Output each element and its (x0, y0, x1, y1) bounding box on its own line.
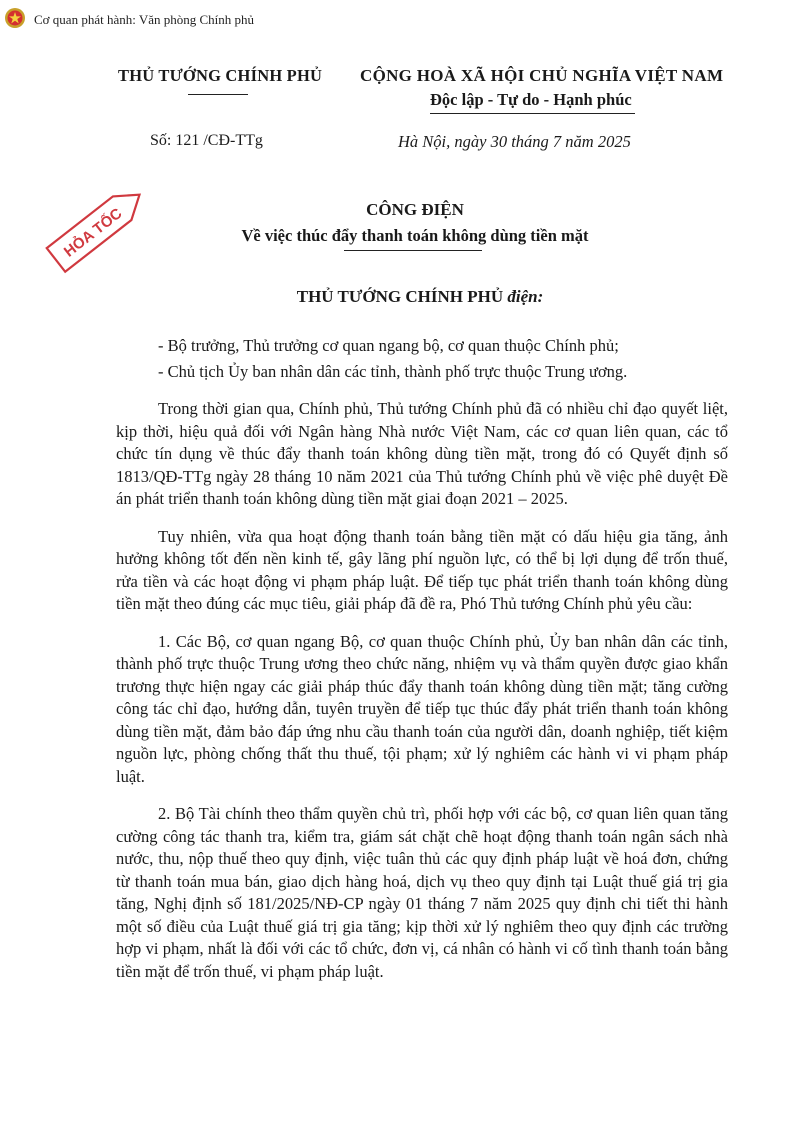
dispatch-heading-sender: THỦ TƯỚNG CHÍNH PHỦ (296, 287, 504, 306)
body-paragraph: Tuy nhiên, vừa qua hoạt động thanh toán bằng tiền mặt có dấu hiệu gia tăng, ảnh hưởng không tốt đến nền kinh tế, gây lãng phí nguồn lực, có thể bị lợi dụng để trốn thuế, rửa tiền và các hoạt động vi phạm pháp luật. Để tiếp tục phát triển thanh toán không dùng tiền mặt theo đúng các mục tiêu, giải pháp đã đề ra, Phó Thủ tướng Chính phủ yêu cầu: (116, 526, 728, 613)
document-dateline: Hà Nội, ngày 30 tháng 7 năm 2025 (398, 132, 631, 151)
body-paragraph: Trong thời gian qua, Chính phủ, Thủ tướng Chính phủ đã có nhiều chỉ đạo quyết liệt, kịp thời, hiệu quả đối với Ngân hàng Nhà nước Việt Nam, các cơ quan liên quan, các tổ chức tín dụng về thúc đẩy thanh toán không dùng tiền mặt, trong đó có Quyết định số 1813/QĐ-TTg ngày 28 tháng 10 năm 2021 của Thủ tướng Chính phủ về việc phê duyệt Đề án phát triển thanh toán không dùng tiền mặt giai đoạn 2021 – 2025. (116, 399, 728, 508)
motto-divider (430, 113, 635, 114)
document-title: CÔNG ĐIỆN (366, 200, 464, 219)
dispatch-heading-verb: điện: (507, 287, 544, 306)
national-emblem-icon (4, 7, 26, 29)
issuer-divider (188, 94, 248, 95)
document-number: Số: 121 /CĐ-TTg (150, 132, 263, 149)
document-body (116, 398, 728, 998)
issuer-name: THỦ TƯỚNG CHÍNH PHỦ (118, 66, 323, 85)
issuing-agency-label: Cơ quan phát hành: Văn phòng Chính phủ (34, 12, 255, 27)
dispatch-heading (0, 287, 800, 307)
urgent-stamp-text: HỎA TỐC (60, 204, 126, 261)
national-motto: Độc lập - Tự do - Hạnh phúc (430, 90, 632, 109)
body-paragraph: 1. Các Bộ, cơ quan ngang Bộ, cơ quan thuộc Chính phủ, Ủy ban nhân dân các tỉnh, thành phố trực thuộc Trung ương theo chức năng, nhiệm vụ và thẩm quyền được giao khẩn trương thực hiện ngay các giải pháp thúc đẩy thanh toán không dùng tiền mặt; tăng cường công tác chỉ đạo, hướng dẫn, tuyên truyền để tiếp tục thúc đẩy phát triển thanh toán không dùng tiền mặt, đảm bảo đáp ứng nhu cầu thanh toán của người dân, doanh nghiệp, tiết kiệm nguồn lực, phòng chống thất thu thuế, tội phạm; xử lý nghiêm các hành vi vi phạm pháp luật. (116, 631, 728, 786)
recipient-item: - Bộ trưởng, Thủ trưởng cơ quan ngang bộ, cơ quan thuộc Chính phủ; (158, 336, 619, 355)
document-subtitle: Về việc thúc đẩy thanh toán không dùng tiền mặt (241, 226, 589, 245)
subtitle-divider (344, 250, 482, 251)
body-paragraph: 2. Bộ Tài chính theo thẩm quyền chủ trì, phối hợp với các bộ, cơ quan liên quan tăng cường công tác thanh tra, kiểm tra, giám sát chặt chẽ hoạt động thanh toán ngân sách nhà nước, thu, nộp thuế theo quy định, việc tuân thủ các quy định pháp luật về hoá đơn, chứng từ thanh toán mua bán, giao dịch hàng hoá, dịch vụ theo quy định tại Luật thuế giá trị gia tăng, Nghị định số 181/2025/NĐ-CP ngày 01 tháng 7 năm 2025 quy định chi tiết thi hành một số điều của Luật thuế giá trị gia tăng; kịp thời xử lý nghiêm theo quy định các trường hợp vi phạm, nhất là đối với các tổ chức, đơn vị, cá nhân có hành vi cố tình thanh toán bằng tiền mặt để trốn thuế, vi phạm pháp luật. (116, 804, 728, 981)
recipient-item: - Chủ tịch Ủy ban nhân dân các tỉnh, thành phố trực thuộc Trung ương. (158, 362, 628, 381)
issuing-agency-bar (0, 0, 800, 36)
recipient-list (158, 333, 627, 385)
national-title: CỘNG HOÀ XÃ HỘI CHỦ NGHĨA VIỆT NAM (360, 66, 724, 85)
